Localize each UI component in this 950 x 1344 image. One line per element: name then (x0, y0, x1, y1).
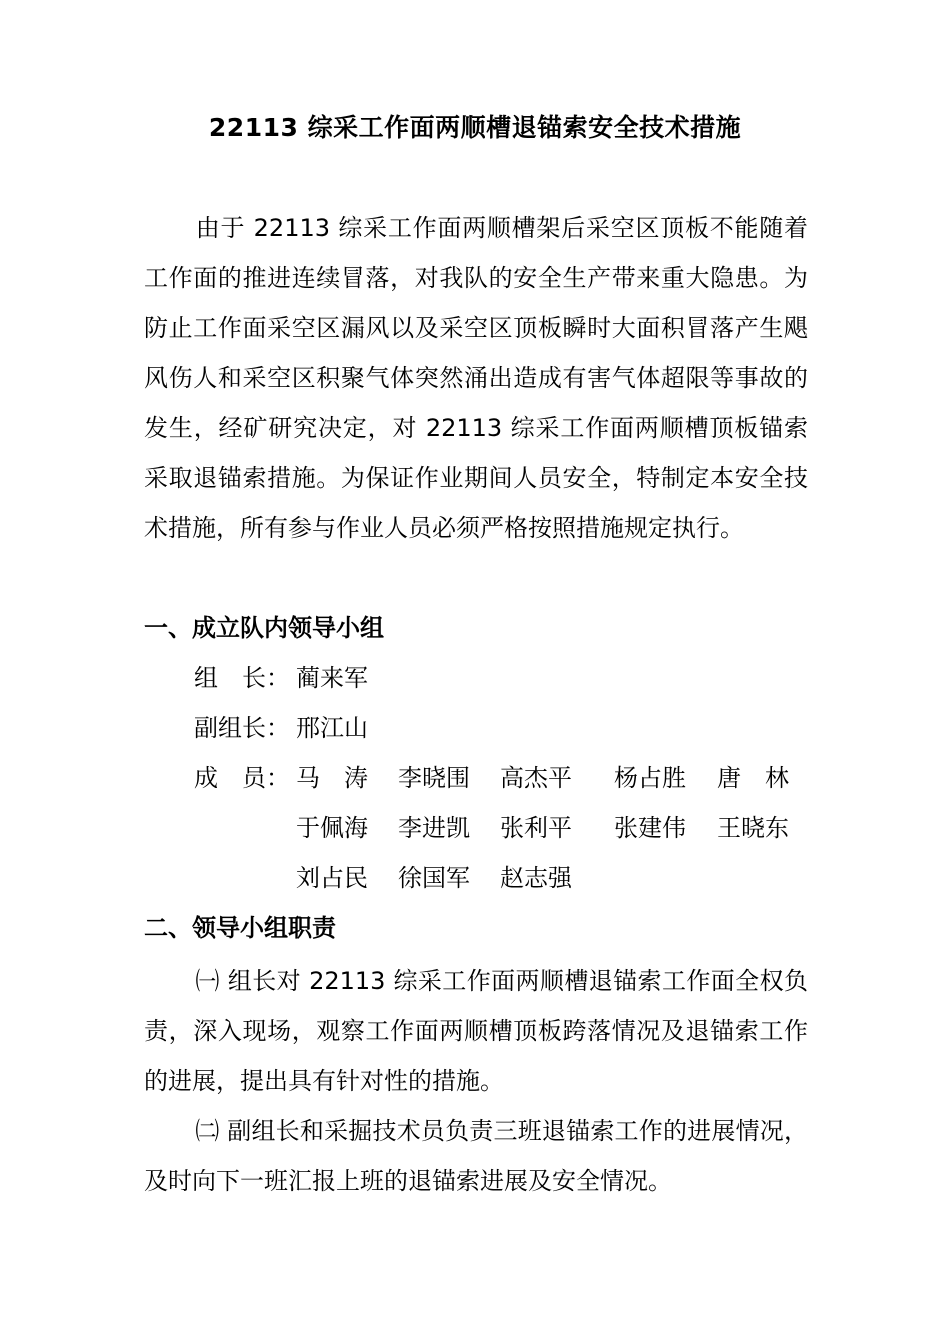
members-label: 成 员： (194, 764, 290, 792)
member-name: 张利平 (500, 814, 572, 842)
intro-text: 由于 22113 综采工作面两顺槽架后采空区顶板不能随着工作面的推进连续冒落，对我队的安全生产带来重大隐患。为防止工作面采空区漏风以及采空区顶板瞬时大面积冒落产生飓风伤人和采空区积聚气体突然涌出造成有害气体超限等事故的发生，经矿研究决定，对 22113 综采工作面两顺槽顶板锚索采取退锚索措施。为保证作业期间人员安全，特制定本安全技术措施，所有参与作业人员必须严格按照措施规定执行。 (144, 214, 808, 542)
member-name: 王晓东 (717, 814, 789, 842)
member-name: 李晓围 (398, 764, 470, 792)
member-name: 高杰平 (500, 764, 572, 792)
member-name: 徐国军 (398, 864, 470, 892)
leader-label: 组 长： (194, 664, 290, 692)
duty-item-1 (144, 956, 808, 1106)
member-name: 马 涛 (296, 764, 368, 792)
member-name: 杨占胜 (614, 764, 686, 792)
member-name: 张建伟 (614, 814, 686, 842)
duty-item-2-text: ㈡ 副组长和采掘技术员负责三班退锚索工作的进展情况，及时向下一班汇报上班的退锚索进展及安全情况。 (144, 1117, 808, 1195)
deputy-label: 副组长： (194, 714, 290, 742)
section-1-heading: 一、成立队内领导小组 (144, 614, 384, 642)
leader-name: 蔺来军 (296, 664, 368, 692)
member-name: 于佩海 (296, 814, 368, 842)
deputy-name: 邢江山 (296, 714, 368, 742)
section-2-heading: 二、领导小组职责 (144, 914, 336, 942)
duty-item-2 (144, 1106, 808, 1206)
duty-item-1-text: ㈠ 组长对 22113 综采工作面两顺槽退锚索工作面全权负责，深入现场，观察工作面两顺槽顶板跨落情况及退锚索工作的进展，提出具有针对性的措施。 (144, 967, 808, 1095)
member-name: 赵志强 (500, 864, 572, 892)
page-title: 22113 综采工作面两顺槽退锚索安全技术措施 (208, 113, 742, 142)
member-name: 刘占民 (296, 864, 368, 892)
member-name: 李进凯 (398, 814, 470, 842)
member-name: 唐 林 (717, 764, 789, 792)
intro-paragraph (144, 203, 808, 553)
